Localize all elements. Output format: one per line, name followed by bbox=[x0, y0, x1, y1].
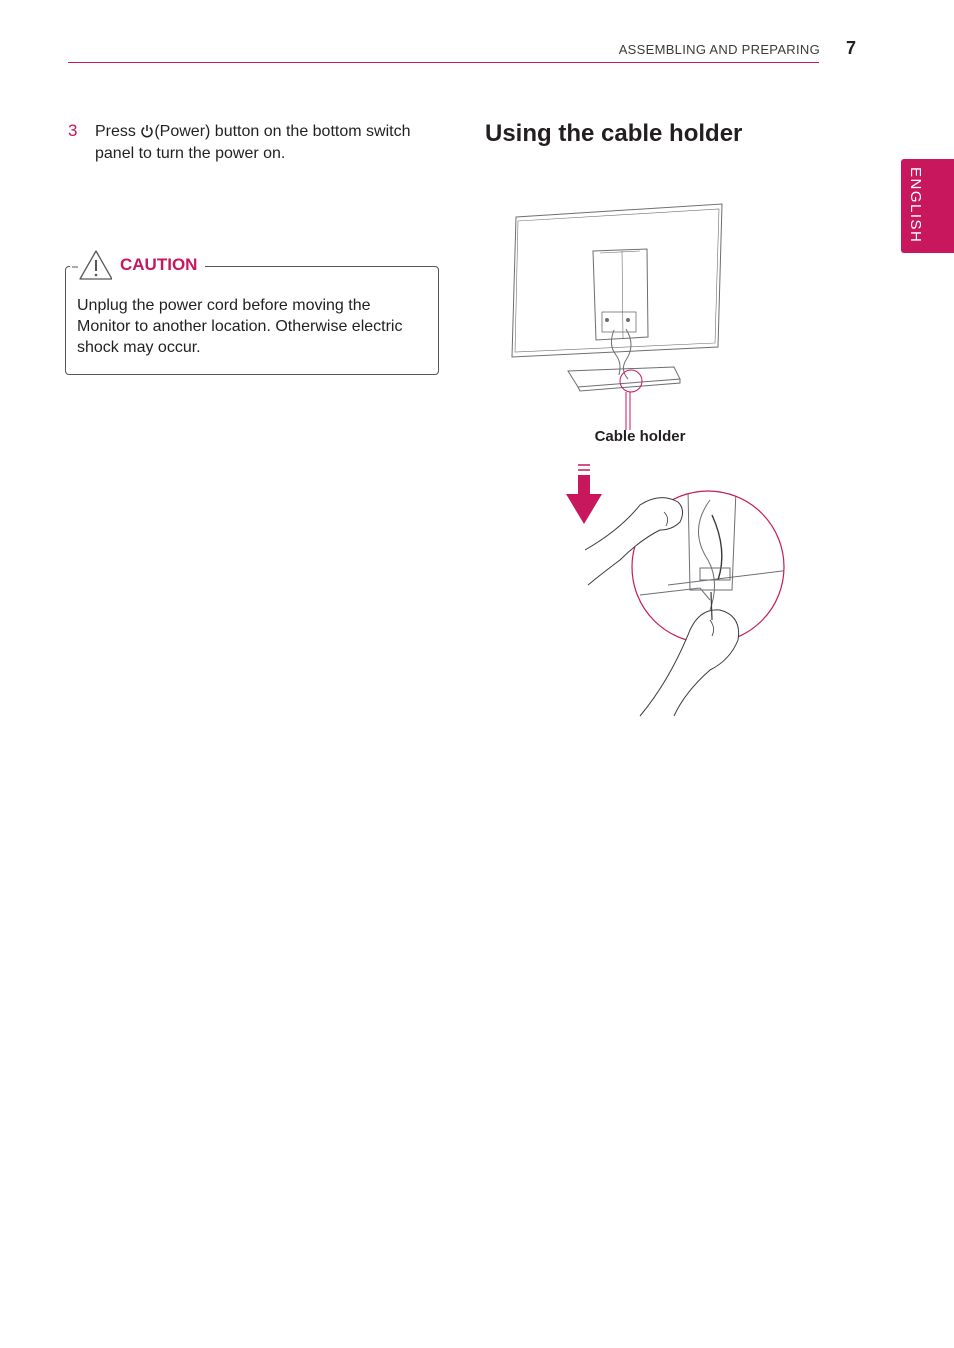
step-text-after: (Power) button on the bottom switch panel to turn the power on. bbox=[95, 123, 411, 162]
caution-heading bbox=[70, 249, 205, 281]
step-text bbox=[95, 121, 440, 165]
step-number: 3 bbox=[68, 121, 78, 140]
down-arrow-icon bbox=[566, 465, 602, 524]
caution-text: Unplug the power cord before moving the Monitor to another location. Otherwise electric shock may occur. bbox=[77, 297, 403, 356]
monitor-rear-illustration bbox=[500, 195, 740, 430]
header-rule bbox=[68, 62, 819, 63]
cable-holder-label: Cable holder bbox=[594, 428, 686, 445]
caution-box bbox=[65, 255, 439, 375]
caution-label: CAUTION bbox=[120, 255, 198, 274]
language-tab-label: ENGLISH bbox=[907, 167, 924, 244]
page-number: 7 bbox=[846, 38, 857, 58]
power-icon bbox=[140, 124, 154, 138]
header-section-title: ASSEMBLING AND PREPARING bbox=[618, 42, 820, 57]
warning-triangle-icon bbox=[72, 249, 112, 281]
section-title: Using the cable holder bbox=[485, 120, 743, 147]
step-text-before: Press bbox=[95, 123, 141, 140]
language-tab bbox=[901, 159, 954, 253]
cable-holder-detail-illustration bbox=[560, 460, 800, 722]
